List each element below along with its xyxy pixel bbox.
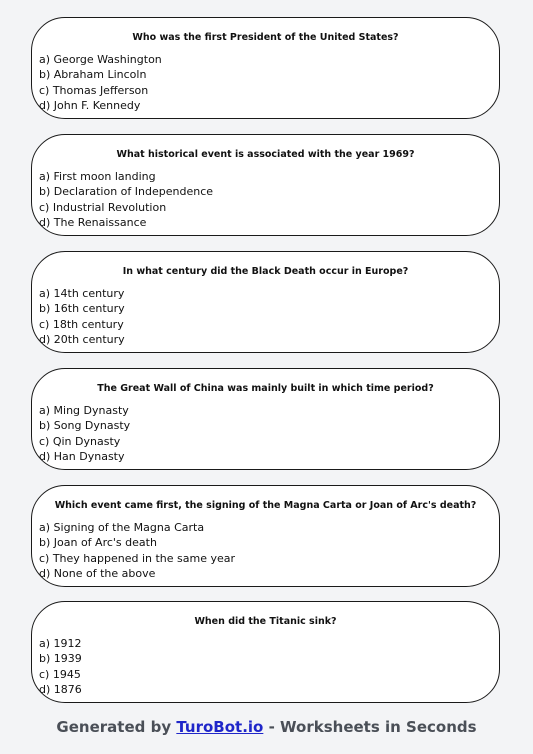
footer-credit [0, 718, 533, 736]
question-text: Which event came first, the signing of the Magna Carta or Joan of Arc's death? [54, 500, 477, 511]
answer-options [39, 52, 162, 113]
answer-options [39, 520, 235, 581]
question-card-1 [31, 17, 500, 119]
answer-option-a: a) 14th century [39, 287, 125, 300]
answer-option-b: b) 1939 [39, 652, 82, 666]
question-card-5 [31, 485, 500, 587]
question-text: What historical event is associated with the year 1969? [116, 149, 415, 160]
answer-option-c: c) Thomas Jefferson [39, 83, 149, 97]
answer-option-c: c) They happened in the same year [39, 551, 236, 565]
question-text: When did the Titanic sink? [194, 616, 337, 627]
answer-option-d: d) None of the above [39, 566, 156, 580]
question-text: In what century did the Black Death occur in Europe? [122, 266, 409, 277]
answer-option-a: a) Ming Dynasty [39, 404, 129, 417]
answer-option-a: a) 1912 [39, 637, 82, 650]
answer-option-c: c) Industrial Revolution [39, 200, 167, 214]
question-text: Who was the first President of the United States? [132, 32, 399, 43]
question-card-6 [31, 601, 500, 703]
footer-prefix: Generated by [56, 718, 177, 736]
footer-suffix: - Worksheets in Seconds [263, 718, 477, 736]
answer-option-a: a) George Washington [39, 53, 162, 66]
answer-option-c: c) Qin Dynasty [39, 434, 121, 448]
answer-options [39, 636, 82, 697]
question-text: The Great Wall of China was mainly built in which time period? [97, 383, 434, 394]
answer-option-b: b) Joan of Arc's death [39, 536, 157, 550]
answer-options [39, 169, 213, 230]
answer-options [39, 286, 125, 347]
answer-option-b: b) Declaration of Independence [39, 185, 214, 199]
answer-option-b: b) 16th century [39, 302, 125, 316]
answer-option-b: b) Song Dynasty [39, 419, 131, 433]
answer-option-b: b) Abraham Lincoln [39, 68, 147, 82]
answer-option-d: d) 1876 [39, 682, 82, 696]
brand-link[interactable]: TuroBot.io [176, 718, 264, 736]
question-card-3 [31, 251, 500, 353]
answer-option-d: d) 20th century [39, 332, 125, 346]
answer-option-a: a) Signing of the Magna Carta [39, 521, 205, 534]
answer-option-c: c) 18th century [39, 317, 124, 331]
question-card-4 [31, 368, 500, 470]
answer-option-d: d) Han Dynasty [39, 449, 125, 463]
answer-option-d: d) The Renaissance [39, 215, 147, 229]
question-card-2 [31, 134, 500, 236]
answer-options [39, 403, 130, 464]
answer-option-c: c) 1945 [39, 667, 81, 681]
answer-option-d: d) John F. Kennedy [39, 98, 141, 112]
answer-option-a: a) First moon landing [39, 170, 156, 183]
